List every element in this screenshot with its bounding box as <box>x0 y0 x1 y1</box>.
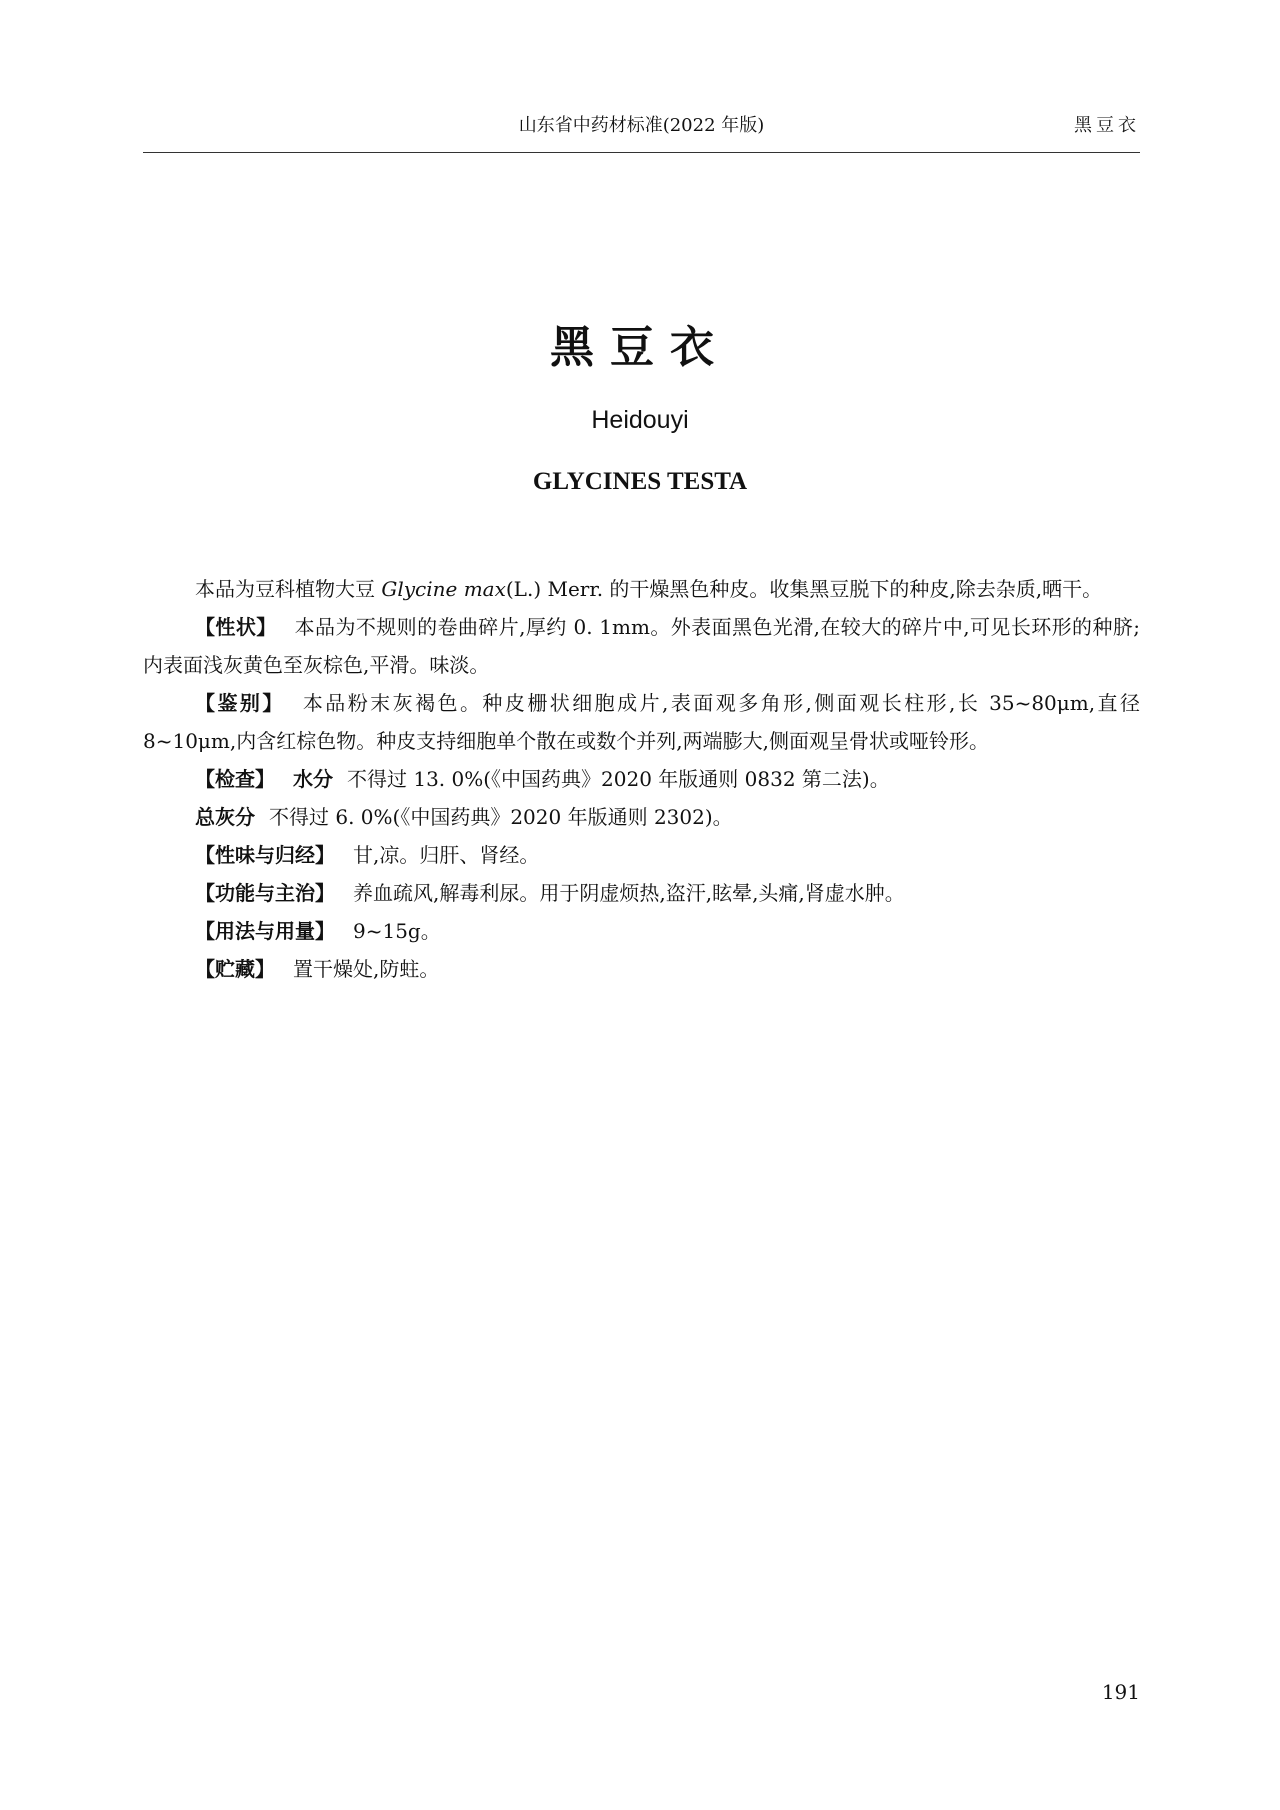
page-number: 191 <box>1101 1680 1140 1704</box>
storage-section <box>143 950 1140 988</box>
function-section <box>143 874 1140 912</box>
ash-label: 总灰分 <box>195 805 255 829</box>
species-name: Glycine max <box>381 577 506 601</box>
running-header <box>143 112 1140 153</box>
monograph-body <box>143 570 1140 988</box>
header-entry-name: 黑豆衣 <box>1074 115 1140 136</box>
function-label: 【功能与主治】 <box>195 881 335 905</box>
monograph-title: 黑豆衣 <box>550 322 730 373</box>
usage-text: 9~15g。 <box>353 919 441 943</box>
ash-text: 不得过 6. 0%(《中国药典》2020 年版通则 2302)。 <box>269 805 733 829</box>
identification-label: 【鉴别】 <box>195 691 285 715</box>
usage-label: 【用法与用量】 <box>195 919 335 943</box>
water-label: 水分 <box>293 767 333 791</box>
inspection-section <box>143 760 1140 798</box>
function-text: 养血疏风,解毒利尿。用于阴虚烦热,盗汗,眩晕,头痛,肾虚水肿。 <box>353 881 905 905</box>
storage-label: 【贮藏】 <box>195 957 275 981</box>
intro-text-after: (L.) Merr. 的干燥黑色种皮。收集黑豆脱下的种皮,除去杂质,晒干。 <box>505 577 1103 601</box>
pinyin-name: Heidouyi <box>591 406 689 434</box>
characters-label: 【性状】 <box>195 615 277 639</box>
intro-paragraph <box>143 570 1140 608</box>
intro-text-before: 本品为豆科植物大豆 <box>195 577 382 601</box>
ash-subsection <box>143 798 1140 836</box>
identification-section <box>143 684 1140 760</box>
nature-text: 甘,凉。归肝、肾经。 <box>353 843 540 867</box>
characters-section <box>143 608 1140 684</box>
nature-section <box>143 836 1140 874</box>
book-title: 山东省中药材标准(2022 年版) <box>518 115 765 136</box>
water-text: 不得过 13. 0%(《中国药典》2020 年版通则 0832 第二法)。 <box>347 767 890 791</box>
storage-text: 置干燥处,防蛀。 <box>293 957 440 981</box>
latin-name: GLYCINES TESTA <box>532 468 748 495</box>
characters-text: 本品为不规则的卷曲碎片,厚约 0. 1mm。外表面黑色光滑,在较大的碎片中,可见长环形的种脐;内表面浅灰黄色至灰棕色,平滑。味淡。 <box>143 615 1141 677</box>
nature-label: 【性味与归经】 <box>195 843 335 867</box>
identification-text: 本品粉末灰褐色。种皮栅状细胞成片,表面观多角形,侧面观长柱形,长 35~80μm,直径 8~10μm,内含红棕色物。种皮支持细胞单个散在或数个并列,两端膨大,侧面观呈骨状或哑铃形。 <box>143 691 1141 753</box>
inspection-label: 【检查】 <box>195 767 275 791</box>
usage-section <box>143 912 1140 950</box>
